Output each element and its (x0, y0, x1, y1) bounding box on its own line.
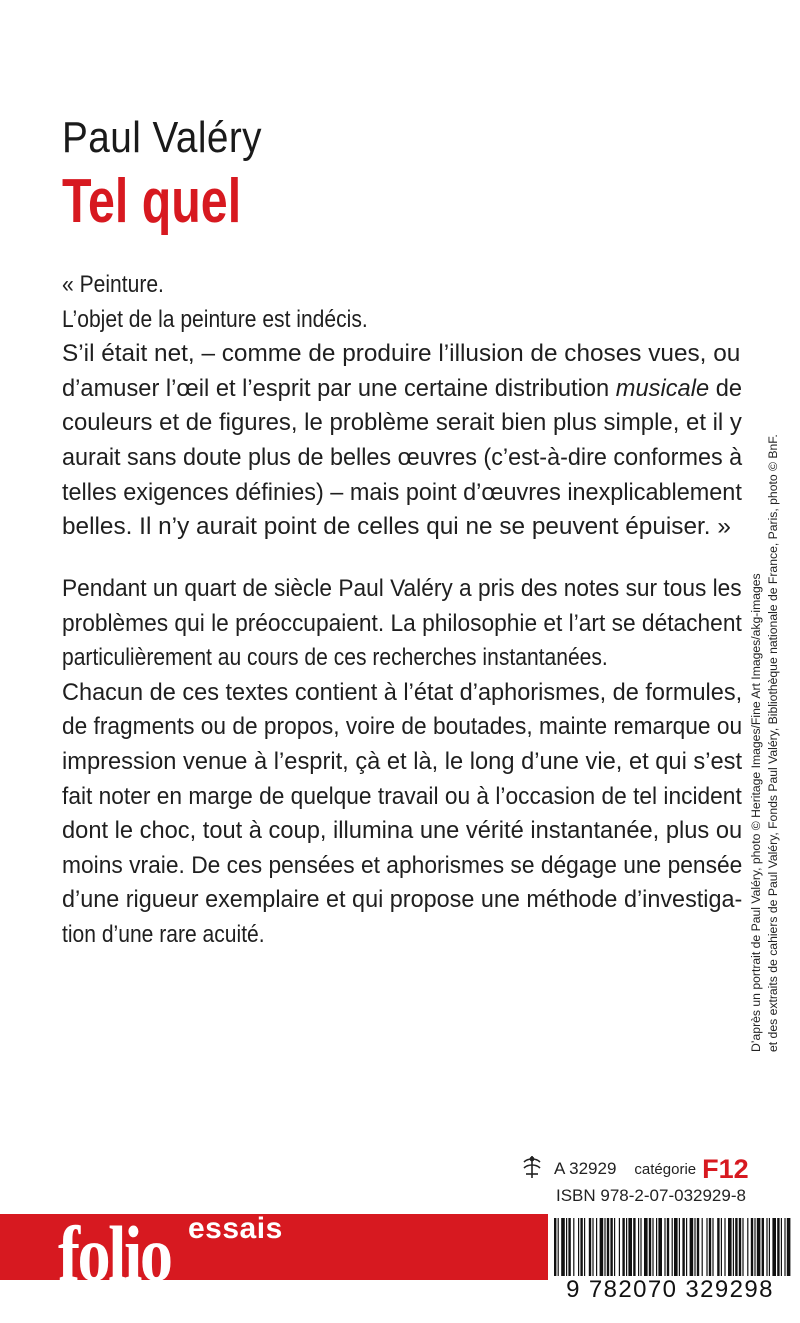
quote-block (62, 268, 746, 545)
category-label: catégorie (634, 1160, 697, 1178)
description-line: dont le choc, tout à coup, illumina une vérité instantanée, plus ou (62, 817, 743, 845)
series-name: essais (188, 1212, 283, 1245)
description-line: impression venue à l’esprit, çà et là, le long d’une vie, et qui s’est (62, 747, 743, 775)
quote-line: couleurs et de figures, le problème serait bien plus simple, et il y (62, 409, 742, 437)
description-line: d’une rigueur exemplaire et qui propose une méthode d’investiga- (62, 886, 743, 914)
publisher-code: A 32929 (554, 1159, 617, 1178)
book-title: Tel quel (62, 167, 242, 236)
quote-line: aurait sans doute plus de belles œuvres (c’est-à-dire conformes à (62, 443, 743, 471)
isbn: ISBN 978-2-07-032929-8 (556, 1186, 746, 1205)
quote-line: d’amuser l’œil et l’esprit par une certaine distribution musicale de (62, 374, 743, 402)
description-line: tion d’une rare acuité. (62, 920, 265, 948)
quote-line: belles. Il n’y aurait point de celles qui ne se peuvent épuiser. » (62, 513, 731, 541)
description-line: moins vraie. De ces pensées et aphorismes se dégage une pensée (62, 851, 743, 879)
category-code: F12 (702, 1153, 749, 1184)
publisher-meta (520, 1152, 749, 1186)
description-line: Chacun de ces textes contient à l’état d’aphorismes, de formules, (62, 678, 743, 706)
folio-logo: folio (58, 1210, 171, 1297)
description-line: particulièrement au cours de ces recherches instantanées. (62, 644, 608, 672)
description-line: de fragments ou de propos, voire de boutades, mainte remarque ou (62, 713, 743, 741)
quote-line: S’il était net, – comme de produire l’illusion de choses vues, ou (62, 340, 741, 368)
barcode-digits: 9 782070 329298 (566, 1276, 774, 1303)
description-line: problèmes qui le préoccupaient. La philosophie et l’art se détachent (62, 609, 742, 637)
author-name: Paul Valéry (62, 113, 262, 162)
quote-line: telles exigences définies) – mais point d’œuvres inexplicablement (62, 478, 742, 506)
gallimard-mark-icon (520, 1154, 544, 1185)
description-block (62, 572, 746, 953)
photo-credit (748, 434, 800, 1052)
quote-line: L’objet de la peinture est indécis. (62, 305, 368, 333)
credit-line: D’après un portrait de Paul Valéry, photo © Heritage Images/Fine Art Images/akg-images (749, 573, 763, 1052)
quote-line: « Peinture. (62, 271, 164, 298)
description-line: Pendant un quart de siècle Paul Valéry a pris des notes sur tous les (62, 575, 742, 602)
credit-line: et des extraits de cahiers de Paul Valéry, Fonds Paul Valéry, Bibliothèque nationale de France, Paris, photo © BnF. (765, 434, 780, 1052)
description-line: fait noter en marge de quelque travail ou à l’occasion de tel incident (62, 782, 742, 810)
